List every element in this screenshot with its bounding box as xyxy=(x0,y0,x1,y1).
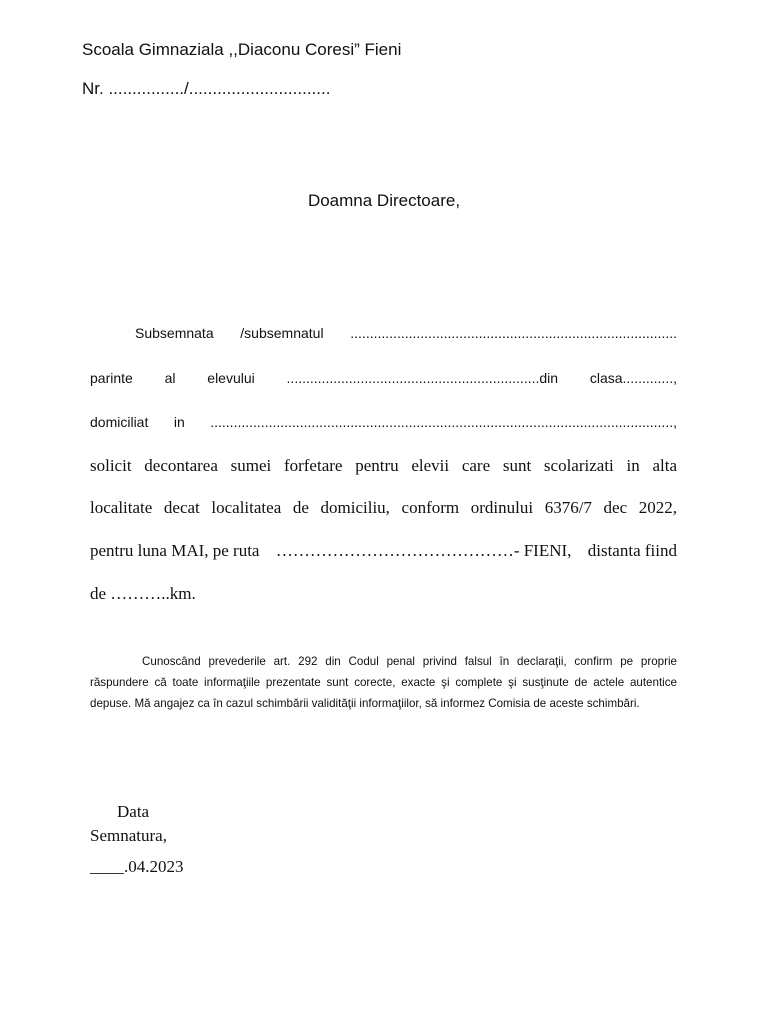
body-word: ordinului xyxy=(470,498,534,517)
date-value: ____.04.2023 xyxy=(90,857,184,876)
body-line-address xyxy=(90,414,677,430)
body-word: forfetare xyxy=(283,456,343,475)
body-word: elevii xyxy=(411,456,450,475)
declaration-paragraph: Cunoscând prevederile art. 292 din Codul penal privind falsul în declaraţii, confirm pe proprie răspundere că toate informaţiile prezentate sunt corecte, exacte şi complete şi susţinute de actele autentice depuse. Mă angajez ca în cazul schimbării validităţii informaţiilor, să informez Comisia de aceste schimbări. xyxy=(90,655,677,710)
body-word: al xyxy=(164,370,176,386)
class-blank: clasa............., xyxy=(589,370,677,386)
body-word: Subsemnata xyxy=(135,325,214,341)
body-word: parinte xyxy=(90,370,133,386)
body-word: domiciliat xyxy=(90,414,149,430)
student-name-blank: .................................................................din xyxy=(286,370,559,386)
body-line-request xyxy=(90,456,677,476)
address-blank: ......................................................................................................................., xyxy=(210,414,677,430)
body-word: 2022, xyxy=(638,498,677,517)
body-word: solicit xyxy=(90,456,132,475)
body-line-locality xyxy=(90,498,677,518)
body-word: pentru xyxy=(355,456,399,475)
body-word: alta xyxy=(652,456,677,475)
body-word: domiciliu, xyxy=(320,498,390,517)
body-word: care xyxy=(461,456,491,475)
body-line-distance xyxy=(90,584,677,604)
body-word: elevului xyxy=(207,370,255,386)
route-blank: ……………………………………- FIENI, xyxy=(275,541,572,560)
signature-label: Semnatura, xyxy=(90,826,167,845)
salutation: Doamna Directoare, xyxy=(307,191,461,210)
body-line-student xyxy=(90,370,677,386)
body-word: in xyxy=(173,414,185,430)
school-name: Scoala Gimnaziala ,,Diaconu Coresi” Fieni xyxy=(82,40,402,59)
body-word: sumei xyxy=(230,456,272,475)
body-word: dec xyxy=(603,498,628,517)
document-number: Nr. ................/.............................. xyxy=(82,79,331,98)
body-phrase: distanta fiind xyxy=(587,541,677,560)
body-phrase: pentru luna MAI, pe ruta xyxy=(90,541,260,560)
applicant-name-blank: .................................................................................... xyxy=(350,325,677,341)
body-word: /subsemnatul xyxy=(240,325,324,341)
body-line-route xyxy=(90,541,677,561)
body-word: conform xyxy=(401,498,460,517)
body-word: sunt xyxy=(502,456,532,475)
body-word: in xyxy=(626,456,640,475)
body-word: decat xyxy=(163,498,200,517)
body-word: de xyxy=(292,498,309,517)
body-word: 6376/7 xyxy=(544,498,592,517)
body-word: localitatea xyxy=(211,498,282,517)
body-word: localitate xyxy=(90,498,153,517)
distance-blank: de ………..km. xyxy=(90,584,196,603)
date-label: Data xyxy=(117,802,150,821)
body-line-applicant xyxy=(135,325,677,341)
body-word: scolarizati xyxy=(543,456,614,475)
body-word: decontarea xyxy=(144,456,218,475)
